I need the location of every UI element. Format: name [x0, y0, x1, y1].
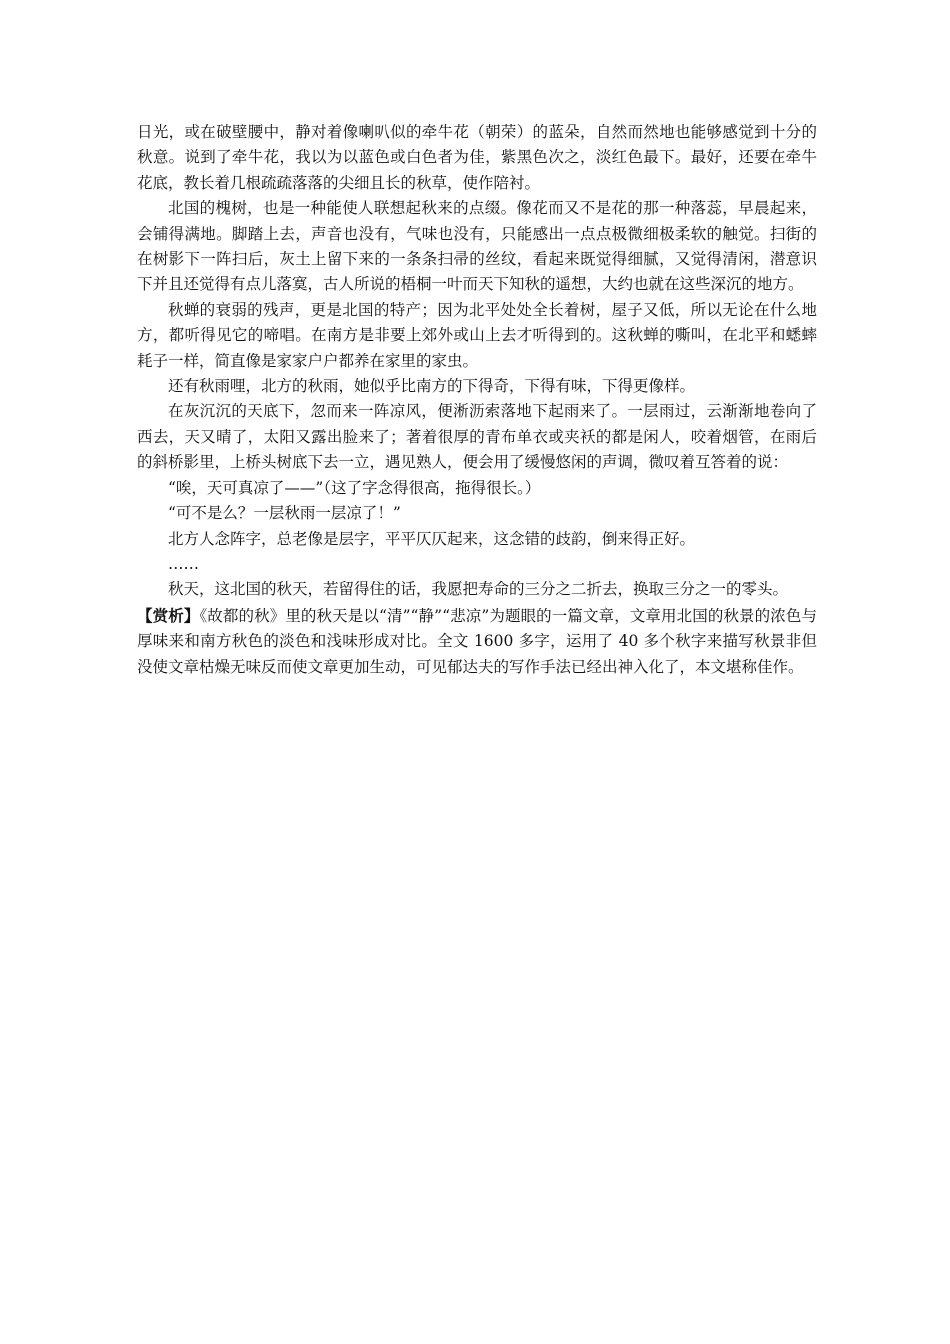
paragraph-grey-sky: 在灰沉沉的天底下，忽而来一阵凉风，便淅沥索落地下起雨来了。一层雨过，云渐渐地卷向了西去，天又晴了，太阳又露出脸来了；著着很厚的青布单衣或夹袄的都是闲人，咬着烟管，在雨后的斜桥影里，上桥头树底下去一立，遇见熟人，便会用了缓慢悠闲的声调，微叹着互答着的说： [137, 402, 817, 472]
paragraph-locust-tree: 北国的槐树，也是一种能使人联想起秋来的点缀。像花而又不是花的那一种落蕊，早晨起来，会铺得满地。脚踏上去，声音也没有，气味也没有，只能感出一点点极微细极柔软的触觉。扫街的在树影下一阵扫后，灰土上留下来的一条条扫帚的丝纹，看起来既觉得细腻，又觉得清闲，潜意识下并且还觉得有点儿落寞，古人所说的梧桐一叶而天下知秋的遥想，大约也就在这些深沉的地方。 [137, 199, 817, 294]
paragraph-pronunciation: 北方人念阵字，总老像是层字，平平仄仄起来，这念错的歧韵，倒来得正好。 [168, 529, 696, 548]
ellipsis: …… [168, 554, 199, 573]
appreciation-paragraph [137, 603, 817, 680]
dialogue-line-1: “唉，天可真凉了——”（这了字念得很高，拖得很长。） [168, 478, 541, 497]
paragraph-closing: 秋天，这北国的秋天，若留得住的话，我愿把寿命的三分之二折去，换取三分之一的零头。 [168, 580, 789, 599]
paragraph-morning-glory: 日光，或在破壁腰中，静对着像喇叭似的牵牛花（朝荣）的蓝朵，自然而然地也能够感觉到十分的秋意。说到了牵牛花，我以为以蓝色或白色者为佳，紫黑色次之，淡红色最下。最好，还要在牵牛花底，教长着几根疏疏落落的尖细且长的秋草，使作陪衬。 [137, 123, 817, 192]
dialogue-line-2: “可不是么？一层秋雨一层凉了！” [168, 504, 401, 523]
paragraph-autumn-rain: 还有秋雨哩，北方的秋雨，她似乎比南方的下得奇，下得有味，下得更像样。 [168, 377, 696, 396]
paragraph-autumn-cicada: 秋蝉的衰弱的残声，更是北国的特产；因为北平处处全长着树，屋子又低，所以无论在什么地方，都听得见它的啼唱。在南方是非要上郊外或山上去才听得到的。这秋蝉的嘶叫，在北平和蟋蟀耗子一样，简直像是家家户户都养在家里的家虫。 [137, 300, 817, 370]
article-body [137, 120, 817, 680]
appreciation-label: 【赏析】 [137, 605, 200, 625]
appreciation-text: 《故都的秋》里的秋天是以“清”“静”“悲凉”为题眼的一篇文章，文章用北国的秋景的浓色与厚味来和南方秋色的淡色和浅味形成对比。全文 1600 多字，运用了 40 多个秋字来描写秋景非但没使文章枯燥无味反而使文章更加生动，可见郁达夫的写作手法已经出神入化了，本文堪称佳作。 [137, 606, 817, 676]
